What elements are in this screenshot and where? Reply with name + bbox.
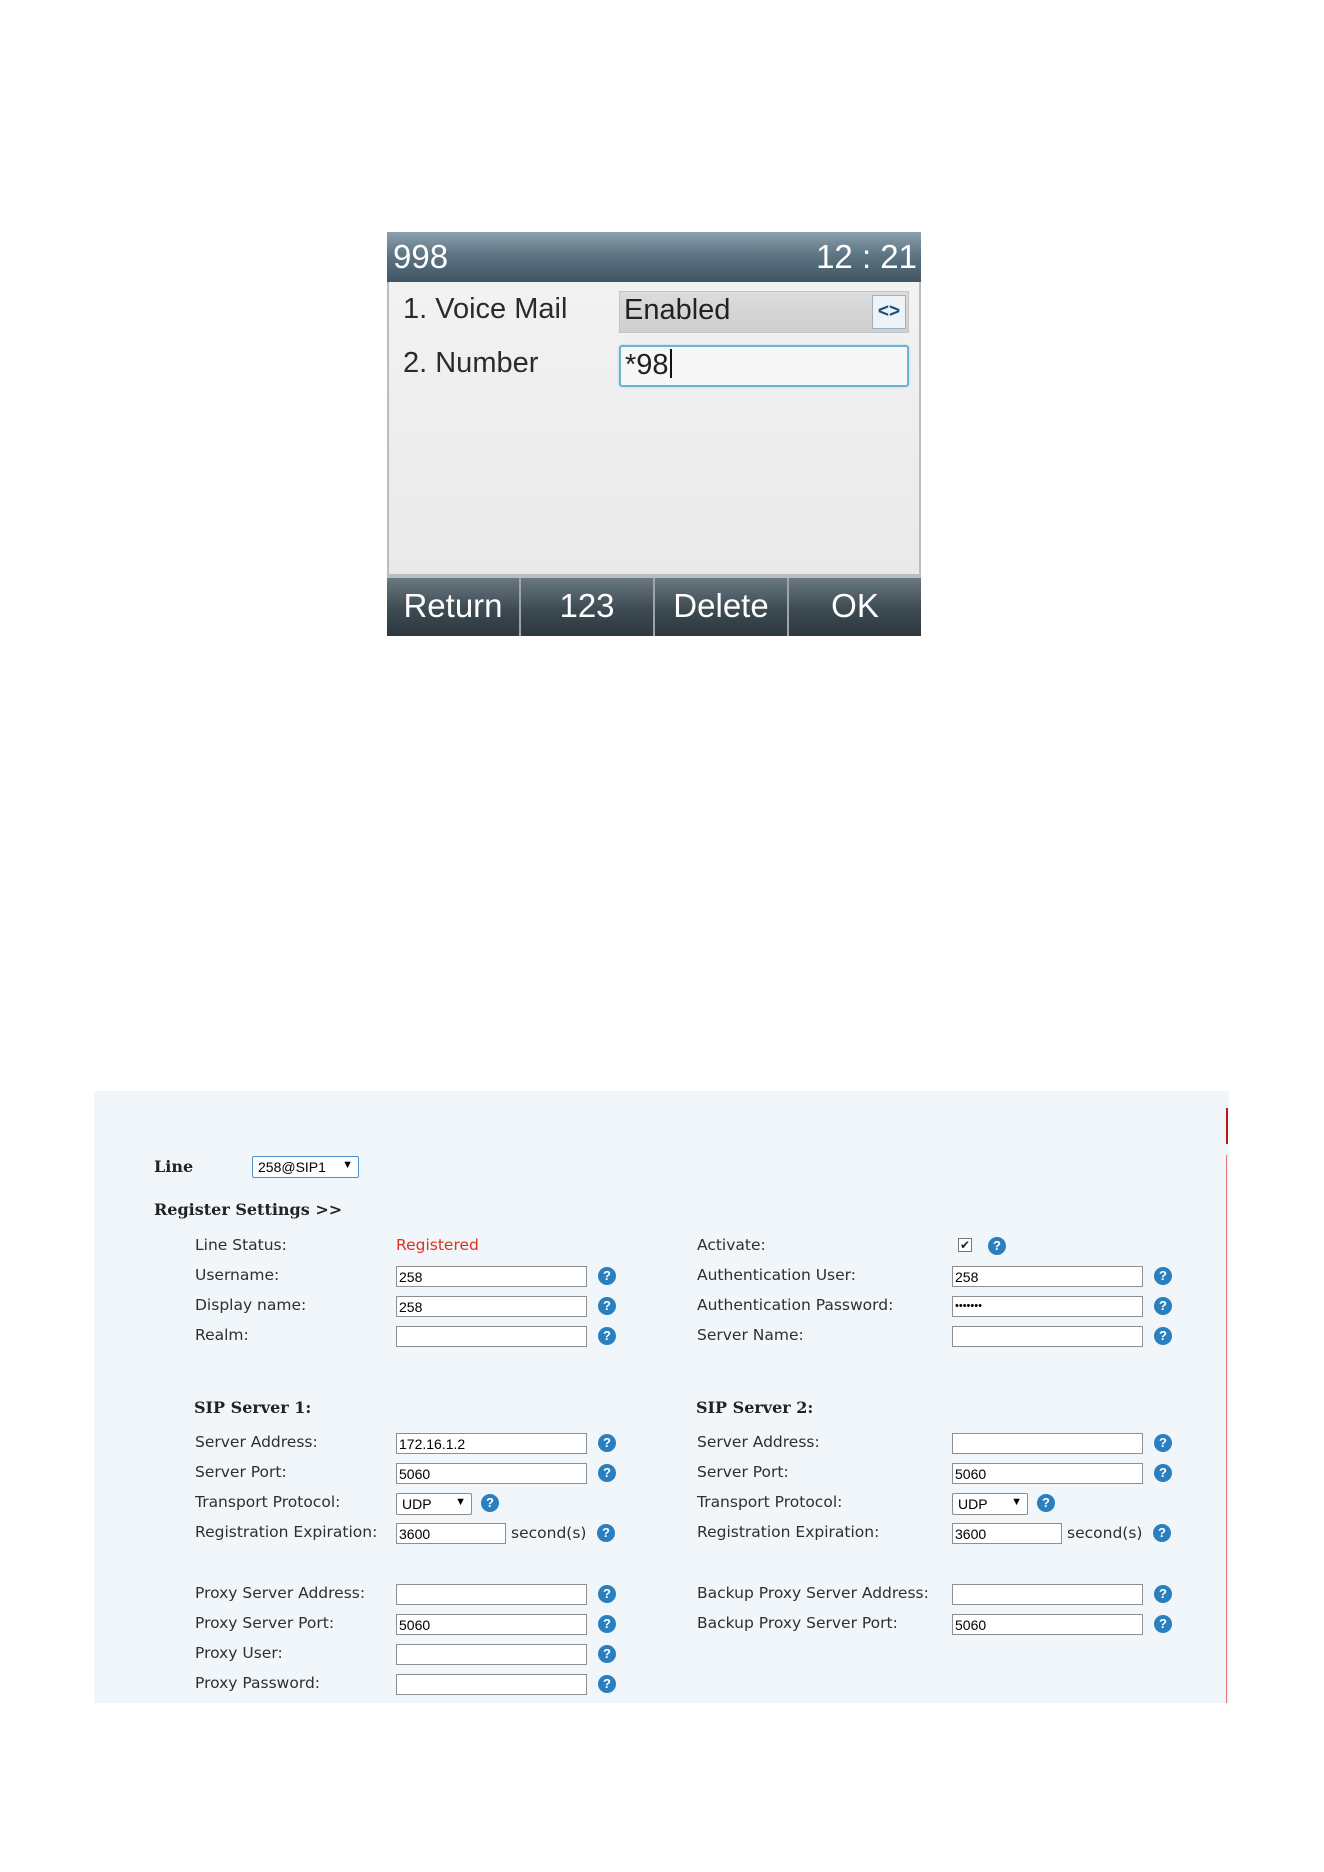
help-icon[interactable]: ? — [598, 1267, 616, 1285]
sip-server-1-title: SIP Server 1: — [194, 1398, 312, 1417]
softkey-bar — [387, 578, 921, 636]
text-cursor — [670, 349, 672, 378]
realm-input[interactable] — [396, 1326, 587, 1347]
line-select[interactable] — [252, 1156, 359, 1178]
backup-proxy-port-input[interactable]: 5060 — [952, 1614, 1143, 1635]
line-status-label: Line Status: — [195, 1236, 287, 1254]
phone-screen — [387, 232, 921, 636]
transport-protocol-2-value: UDP — [958, 1496, 988, 1512]
input-mode-softkey[interactable]: 123 — [521, 578, 655, 636]
dropdown-arrow-icon: ▼ — [1011, 1496, 1022, 1508]
help-icon[interactable]: ? — [1153, 1524, 1171, 1542]
phone-menu — [389, 282, 919, 574]
proxy-server-address-input[interactable] — [396, 1584, 587, 1605]
server-2-port-label: Server Port: — [697, 1463, 789, 1481]
left-right-arrows-icon[interactable]: <> — [872, 295, 906, 329]
help-icon[interactable]: ? — [1154, 1327, 1172, 1345]
phone-clock: 12 : 21 — [816, 238, 917, 275]
voice-mail-label: 1. Voice Mail — [403, 293, 568, 325]
help-icon[interactable]: ? — [988, 1237, 1006, 1255]
server-address-label: Server Address: — [195, 1433, 318, 1451]
transport-protocol-select[interactable] — [396, 1493, 472, 1515]
line-select-value: 258@SIP1 — [258, 1159, 326, 1175]
help-icon[interactable]: ? — [1154, 1464, 1172, 1482]
help-icon[interactable]: ? — [598, 1645, 616, 1663]
activate-label: Activate: — [697, 1236, 766, 1254]
help-icon[interactable]: ? — [1154, 1615, 1172, 1633]
sip-server-2-title: SIP Server 2: — [696, 1398, 814, 1417]
username-input[interactable]: 258 — [396, 1266, 587, 1287]
help-icon[interactable]: ? — [598, 1615, 616, 1633]
server-2-address-input[interactable] — [952, 1433, 1143, 1454]
help-icon[interactable]: ? — [1154, 1585, 1172, 1603]
display-name-label: Display name: — [195, 1296, 307, 1314]
return-softkey[interactable]: Return — [387, 578, 521, 636]
server-port-input[interactable]: 5060 — [396, 1463, 587, 1484]
help-icon[interactable]: ? — [597, 1524, 615, 1542]
proxy-user-input[interactable] — [396, 1644, 587, 1665]
authentication-user-label: Authentication User: — [697, 1266, 856, 1284]
number-label: 2. Number — [403, 347, 539, 379]
server-2-address-label: Server Address: — [697, 1433, 820, 1451]
proxy-user-label: Proxy User: — [195, 1644, 283, 1662]
help-icon[interactable]: ? — [598, 1675, 616, 1693]
backup-proxy-address-label: Backup Proxy Server Address: — [697, 1584, 929, 1602]
dropdown-arrow-icon: ▼ — [342, 1159, 353, 1171]
proxy-server-port-input[interactable]: 5060 — [396, 1614, 587, 1635]
registration-expiration-2-input[interactable]: 3600 — [952, 1523, 1062, 1544]
red-border-line — [1226, 1155, 1227, 1703]
authentication-password-label: Authentication Password: — [697, 1296, 894, 1314]
number-input[interactable] — [619, 345, 909, 387]
ok-softkey[interactable]: OK — [831, 587, 879, 624]
activate-checkbox[interactable]: ✔ — [959, 1238, 971, 1252]
transport-protocol-2-select[interactable] — [952, 1493, 1028, 1515]
dropdown-arrow-icon: ▼ — [455, 1496, 466, 1508]
registration-expiration-2-label: Registration Expiration: — [697, 1523, 880, 1541]
voice-mail-select[interactable] — [619, 291, 909, 333]
expiration-unit-label: second(s) — [511, 1524, 587, 1542]
help-icon[interactable]: ? — [1154, 1267, 1172, 1285]
red-marker — [1226, 1108, 1228, 1144]
server-address-input[interactable]: 172.16.1.2 — [396, 1433, 587, 1454]
help-icon[interactable]: ? — [598, 1585, 616, 1603]
help-icon[interactable]: ? — [598, 1464, 616, 1482]
help-icon[interactable]: ? — [1154, 1434, 1172, 1452]
backup-proxy-port-label: Backup Proxy Server Port: — [697, 1614, 898, 1632]
line-status-value: Registered — [396, 1236, 479, 1254]
registration-expiration-label: Registration Expiration: — [195, 1523, 378, 1541]
help-icon[interactable]: ? — [598, 1327, 616, 1345]
backup-proxy-address-input[interactable] — [952, 1584, 1143, 1605]
server-name-label: Server Name: — [697, 1326, 804, 1344]
help-icon[interactable]: ? — [1037, 1494, 1055, 1512]
register-settings-title[interactable]: Register Settings >> — [154, 1200, 343, 1219]
phone-title: 998 — [393, 238, 449, 275]
server-port-label: Server Port: — [195, 1463, 287, 1481]
number-value: *98 — [625, 349, 669, 381]
phone-status-bar — [387, 232, 921, 282]
proxy-password-input[interactable] — [396, 1674, 587, 1695]
help-icon[interactable]: ? — [598, 1434, 616, 1452]
number-row[interactable] — [389, 342, 919, 390]
help-icon[interactable]: ? — [1154, 1297, 1172, 1315]
expiration-2-unit-label: second(s) — [1067, 1524, 1143, 1542]
realm-label: Realm: — [195, 1326, 249, 1344]
line-label: Line — [154, 1157, 194, 1176]
authentication-password-input[interactable]: ••••••• — [952, 1296, 1143, 1317]
server-name-input[interactable] — [952, 1326, 1143, 1347]
register-settings-panel — [94, 1091, 1229, 1703]
display-name-input[interactable]: 258 — [396, 1296, 587, 1317]
username-label: Username: — [195, 1266, 280, 1284]
voice-mail-row[interactable] — [389, 288, 919, 336]
transport-protocol-2-label: Transport Protocol: — [697, 1493, 843, 1511]
delete-softkey[interactable]: Delete — [655, 578, 789, 636]
server-2-port-input[interactable]: 5060 — [952, 1463, 1143, 1484]
help-icon[interactable]: ? — [598, 1297, 616, 1315]
voice-mail-value: Enabled — [624, 294, 731, 326]
transport-protocol-label: Transport Protocol: — [195, 1493, 341, 1511]
transport-protocol-value: UDP — [402, 1496, 432, 1512]
proxy-server-address-label: Proxy Server Address: — [195, 1584, 366, 1602]
proxy-password-label: Proxy Password: — [195, 1674, 321, 1692]
proxy-server-port-label: Proxy Server Port: — [195, 1614, 335, 1632]
registration-expiration-input[interactable]: 3600 — [396, 1523, 506, 1544]
authentication-user-input[interactable]: 258 — [952, 1266, 1143, 1287]
help-icon[interactable]: ? — [481, 1494, 499, 1512]
